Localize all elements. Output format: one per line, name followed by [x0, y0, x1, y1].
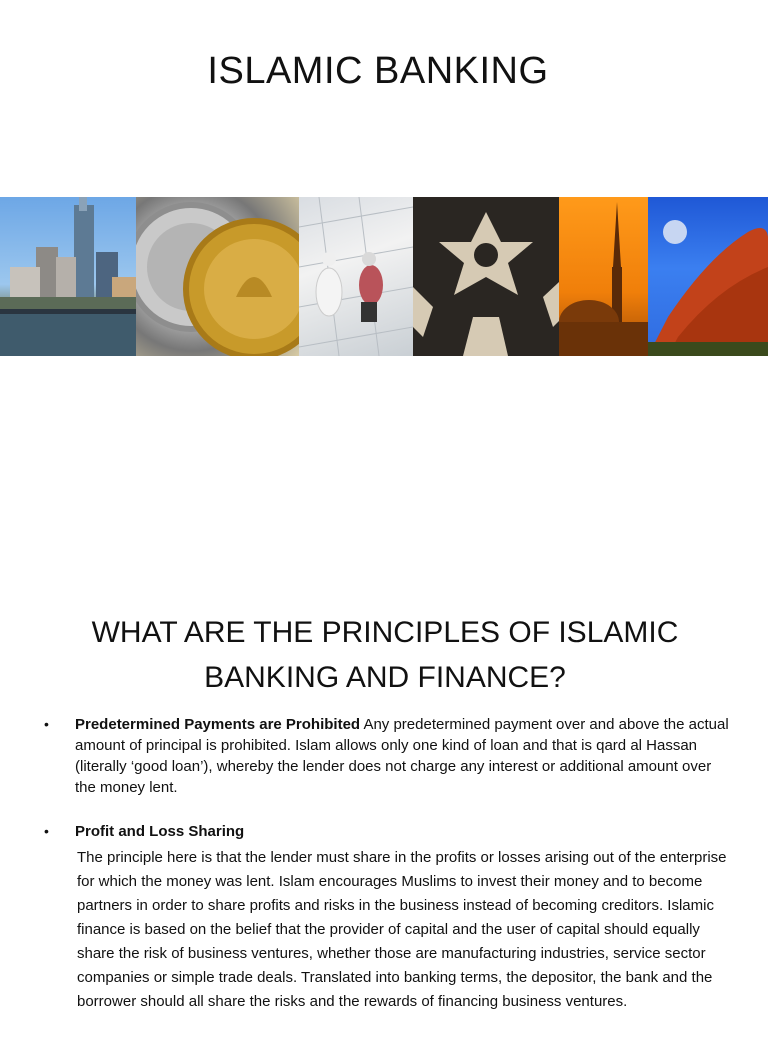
photo-banner — [0, 197, 768, 356]
list-item — [40, 821, 730, 1014]
handshake-photo — [299, 197, 413, 356]
slide-title: ISLAMIC BANKING — [207, 50, 549, 92]
section-title: WHAT ARE THE PRINCIPLES OF ISLAMIC BANKING AND FINANCE? — [91, 616, 679, 694]
list-item — [40, 714, 730, 798]
bullet-title: Predetermined Payments are Prohibited — [75, 716, 361, 733]
mosque-silhouette-photo — [559, 197, 648, 356]
bullet-text: Any predetermined payment over and above the actual amount of principal is prohibited. Islam allows only one kind of loan and that is qard al Hassan (literally ‘good loan’), whereby the lender does not charge any interest or additional amount over the money lent. — [75, 716, 729, 796]
city-skyline-photo — [0, 197, 136, 356]
gold-coins-photo — [136, 197, 299, 356]
bullet-icon: • — [44, 716, 49, 732]
bullet-title: Profit and Loss Sharing — [75, 823, 245, 840]
red-rock-moon-photo — [648, 197, 768, 356]
bullet-icon: • — [44, 823, 49, 839]
geometric-pattern-photo — [413, 197, 559, 356]
principles-list — [40, 714, 730, 1037]
bullet-text: The principle here is that the lender must share in the profits or losses arising out of the enterprise for which the money was lent. Islam encourages Muslims to invest their money and to become partners in order to share profits and risks in the business instead of becoming creditors. Islamic finance is based on the belief that the provider of capital and the user of capital should equally share the risk of business ventures, whether those are manufacturing industries, service sector companies or simple trade deals. Translated into banking terms, the depositor, the bank and the borrower should all share the risks and the rewards of financing business ventures. — [77, 849, 727, 1010]
